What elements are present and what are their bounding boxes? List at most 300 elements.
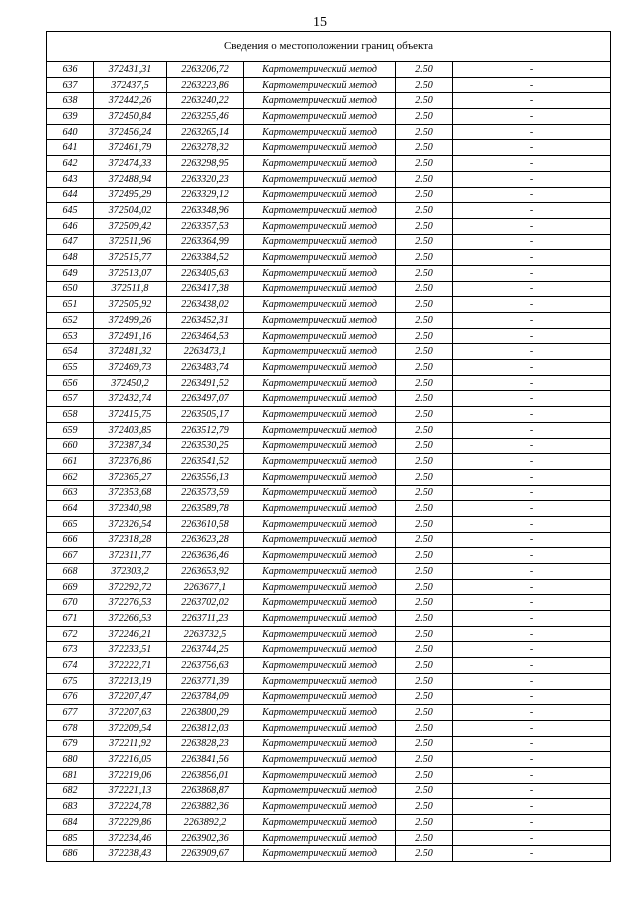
- y-coordinate-cell: 2263438,02: [167, 297, 244, 313]
- method-cell: Картометрический метод: [244, 360, 396, 376]
- y-coordinate-cell: 2263677,1: [167, 579, 244, 595]
- accuracy-cell: 2.50: [396, 673, 453, 689]
- method-cell: Картометрический метод: [244, 595, 396, 611]
- x-coordinate-cell: 372437,5: [94, 77, 167, 93]
- table-row: [47, 375, 611, 391]
- y-coordinate-cell: 2263464,53: [167, 328, 244, 344]
- description-cell: -: [453, 454, 611, 470]
- method-cell: Картометрический метод: [244, 203, 396, 219]
- table-row: [47, 109, 611, 125]
- x-coordinate-cell: 372456,24: [94, 124, 167, 140]
- method-cell: Картометрический метод: [244, 830, 396, 846]
- point-number-cell: 658: [47, 407, 94, 423]
- accuracy-cell: 2.50: [396, 218, 453, 234]
- point-number-cell: 648: [47, 250, 94, 266]
- description-cell: -: [453, 156, 611, 172]
- x-coordinate-cell: 372303,2: [94, 564, 167, 580]
- point-number-cell: 649: [47, 265, 94, 281]
- table-row: [47, 124, 611, 140]
- description-cell: -: [453, 501, 611, 517]
- x-coordinate-cell: 372326,54: [94, 516, 167, 532]
- y-coordinate-cell: 2263278,32: [167, 140, 244, 156]
- y-coordinate-cell: 2263784,09: [167, 689, 244, 705]
- description-cell: -: [453, 815, 611, 831]
- x-coordinate-cell: 372469,73: [94, 360, 167, 376]
- description-cell: -: [453, 658, 611, 674]
- x-coordinate-cell: 372450,84: [94, 109, 167, 125]
- method-cell: Картометрический метод: [244, 579, 396, 595]
- accuracy-cell: 2.50: [396, 815, 453, 831]
- table-row: [47, 579, 611, 595]
- accuracy-cell: 2.50: [396, 469, 453, 485]
- accuracy-cell: 2.50: [396, 548, 453, 564]
- table-row: [47, 767, 611, 783]
- point-number-cell: 645: [47, 203, 94, 219]
- y-coordinate-cell: 2263505,17: [167, 407, 244, 423]
- table-row: [47, 203, 611, 219]
- point-number-cell: 659: [47, 422, 94, 438]
- point-number-cell: 638: [47, 93, 94, 109]
- y-coordinate-cell: 2263756,63: [167, 658, 244, 674]
- method-cell: Картометрический метод: [244, 846, 396, 862]
- table-row: [47, 328, 611, 344]
- description-cell: -: [453, 752, 611, 768]
- table-row: [47, 140, 611, 156]
- y-coordinate-cell: 2263653,92: [167, 564, 244, 580]
- table-row: [47, 93, 611, 109]
- accuracy-cell: 2.50: [396, 297, 453, 313]
- description-cell: -: [453, 140, 611, 156]
- description-cell: -: [453, 705, 611, 721]
- y-coordinate-cell: 2263348,96: [167, 203, 244, 219]
- method-cell: Картометрический метод: [244, 454, 396, 470]
- point-number-cell: 646: [47, 218, 94, 234]
- accuracy-cell: 2.50: [396, 328, 453, 344]
- accuracy-cell: 2.50: [396, 187, 453, 203]
- point-number-cell: 673: [47, 642, 94, 658]
- point-number-cell: 663: [47, 485, 94, 501]
- point-number-cell: 664: [47, 501, 94, 517]
- table-row: [47, 626, 611, 642]
- accuracy-cell: 2.50: [396, 438, 453, 454]
- accuracy-cell: 2.50: [396, 830, 453, 846]
- method-cell: Картометрический метод: [244, 344, 396, 360]
- y-coordinate-cell: 2263882,36: [167, 799, 244, 815]
- x-coordinate-cell: 372474,33: [94, 156, 167, 172]
- table-row: [47, 360, 611, 376]
- table-row: [47, 595, 611, 611]
- x-coordinate-cell: 372495,29: [94, 187, 167, 203]
- x-coordinate-cell: 372504,02: [94, 203, 167, 219]
- table-row: [47, 532, 611, 548]
- y-coordinate-cell: 2263240,22: [167, 93, 244, 109]
- method-cell: Картометрический метод: [244, 767, 396, 783]
- description-cell: -: [453, 250, 611, 266]
- x-coordinate-cell: 372499,26: [94, 313, 167, 329]
- point-number-cell: 637: [47, 77, 94, 93]
- point-number-cell: 654: [47, 344, 94, 360]
- table-row: [47, 830, 611, 846]
- point-number-cell: 650: [47, 281, 94, 297]
- point-number-cell: 641: [47, 140, 94, 156]
- accuracy-cell: 2.50: [396, 407, 453, 423]
- description-cell: -: [453, 516, 611, 532]
- accuracy-cell: 2.50: [396, 156, 453, 172]
- table-row: [47, 642, 611, 658]
- boundary-coordinates-table: [46, 31, 611, 862]
- y-coordinate-cell: 2263298,95: [167, 156, 244, 172]
- point-number-cell: 674: [47, 658, 94, 674]
- accuracy-cell: 2.50: [396, 658, 453, 674]
- point-number-cell: 662: [47, 469, 94, 485]
- accuracy-cell: 2.50: [396, 642, 453, 658]
- point-number-cell: 660: [47, 438, 94, 454]
- x-coordinate-cell: 372432,74: [94, 391, 167, 407]
- accuracy-cell: 2.50: [396, 767, 453, 783]
- description-cell: -: [453, 595, 611, 611]
- x-coordinate-cell: 372213,19: [94, 673, 167, 689]
- accuracy-cell: 2.50: [396, 720, 453, 736]
- y-coordinate-cell: 2263530,25: [167, 438, 244, 454]
- table-row: [47, 77, 611, 93]
- description-cell: -: [453, 846, 611, 862]
- x-coordinate-cell: 372207,63: [94, 705, 167, 721]
- y-coordinate-cell: 2263856,01: [167, 767, 244, 783]
- point-number-cell: 642: [47, 156, 94, 172]
- method-cell: Картометрический метод: [244, 407, 396, 423]
- x-coordinate-cell: 372207,47: [94, 689, 167, 705]
- description-cell: -: [453, 799, 611, 815]
- description-cell: -: [453, 564, 611, 580]
- x-coordinate-cell: 372211,92: [94, 736, 167, 752]
- table-row: [47, 689, 611, 705]
- method-cell: Картометрический метод: [244, 783, 396, 799]
- table-row: [47, 218, 611, 234]
- table-row: [47, 673, 611, 689]
- accuracy-cell: 2.50: [396, 595, 453, 611]
- point-number-cell: 680: [47, 752, 94, 768]
- x-coordinate-cell: 372318,28: [94, 532, 167, 548]
- method-cell: Картометрический метод: [244, 548, 396, 564]
- x-coordinate-cell: 372353,68: [94, 485, 167, 501]
- y-coordinate-cell: 2263623,28: [167, 532, 244, 548]
- description-cell: -: [453, 767, 611, 783]
- table-row: [47, 250, 611, 266]
- description-cell: -: [453, 830, 611, 846]
- description-cell: -: [453, 234, 611, 250]
- point-number-cell: 675: [47, 673, 94, 689]
- table-title: Сведения о местоположении границ объекта: [47, 32, 611, 62]
- accuracy-cell: 2.50: [396, 454, 453, 470]
- point-number-cell: 652: [47, 313, 94, 329]
- y-coordinate-cell: 2263452,31: [167, 313, 244, 329]
- accuracy-cell: 2.50: [396, 799, 453, 815]
- method-cell: Картометрический метод: [244, 156, 396, 172]
- method-cell: Картометрический метод: [244, 187, 396, 203]
- method-cell: Картометрический метод: [244, 77, 396, 93]
- accuracy-cell: 2.50: [396, 705, 453, 721]
- y-coordinate-cell: 2263909,67: [167, 846, 244, 862]
- y-coordinate-cell: 2263771,39: [167, 673, 244, 689]
- description-cell: -: [453, 297, 611, 313]
- method-cell: Картометрический метод: [244, 438, 396, 454]
- table-row: [47, 469, 611, 485]
- y-coordinate-cell: 2263828,23: [167, 736, 244, 752]
- method-cell: Картометрический метод: [244, 218, 396, 234]
- x-coordinate-cell: 372415,75: [94, 407, 167, 423]
- table-row: [47, 846, 611, 862]
- method-cell: Картометрический метод: [244, 250, 396, 266]
- method-cell: Картометрический метод: [244, 799, 396, 815]
- y-coordinate-cell: 2263800,29: [167, 705, 244, 721]
- method-cell: Картометрический метод: [244, 752, 396, 768]
- point-number-cell: 640: [47, 124, 94, 140]
- accuracy-cell: 2.50: [396, 77, 453, 93]
- method-cell: Картометрический метод: [244, 501, 396, 517]
- table-row: [47, 344, 611, 360]
- x-coordinate-cell: 372431,31: [94, 62, 167, 78]
- accuracy-cell: 2.50: [396, 62, 453, 78]
- method-cell: Картометрический метод: [244, 422, 396, 438]
- point-number-cell: 671: [47, 611, 94, 627]
- accuracy-cell: 2.50: [396, 579, 453, 595]
- description-cell: -: [453, 328, 611, 344]
- accuracy-cell: 2.50: [396, 203, 453, 219]
- description-cell: -: [453, 422, 611, 438]
- y-coordinate-cell: 2263329,12: [167, 187, 244, 203]
- method-cell: Картометрический метод: [244, 642, 396, 658]
- description-cell: -: [453, 720, 611, 736]
- accuracy-cell: 2.50: [396, 846, 453, 862]
- x-coordinate-cell: 372292,72: [94, 579, 167, 595]
- point-number-cell: 657: [47, 391, 94, 407]
- method-cell: Картометрический метод: [244, 736, 396, 752]
- table-title-row: [47, 32, 611, 62]
- x-coordinate-cell: 372276,53: [94, 595, 167, 611]
- method-cell: Картометрический метод: [244, 234, 396, 250]
- method-cell: Картометрический метод: [244, 140, 396, 156]
- description-cell: -: [453, 407, 611, 423]
- method-cell: Картометрический метод: [244, 124, 396, 140]
- x-coordinate-cell: 372365,27: [94, 469, 167, 485]
- point-number-cell: 685: [47, 830, 94, 846]
- point-number-cell: 666: [47, 532, 94, 548]
- accuracy-cell: 2.50: [396, 250, 453, 266]
- table-row: [47, 736, 611, 752]
- table-row: [47, 391, 611, 407]
- table-row: [47, 407, 611, 423]
- description-cell: -: [453, 532, 611, 548]
- point-number-cell: 679: [47, 736, 94, 752]
- table-row: [47, 705, 611, 721]
- description-cell: -: [453, 62, 611, 78]
- x-coordinate-cell: 372266,53: [94, 611, 167, 627]
- description-cell: -: [453, 124, 611, 140]
- y-coordinate-cell: 2263892,2: [167, 815, 244, 831]
- x-coordinate-cell: 372505,92: [94, 297, 167, 313]
- x-coordinate-cell: 372376,86: [94, 454, 167, 470]
- method-cell: Картометрический метод: [244, 375, 396, 391]
- description-cell: -: [453, 736, 611, 752]
- point-number-cell: 644: [47, 187, 94, 203]
- method-cell: Картометрический метод: [244, 564, 396, 580]
- point-number-cell: 667: [47, 548, 94, 564]
- description-cell: -: [453, 375, 611, 391]
- x-coordinate-cell: 372515,77: [94, 250, 167, 266]
- y-coordinate-cell: 2263417,38: [167, 281, 244, 297]
- description-cell: -: [453, 360, 611, 376]
- y-coordinate-cell: 2263573,59: [167, 485, 244, 501]
- y-coordinate-cell: 2263812,03: [167, 720, 244, 736]
- accuracy-cell: 2.50: [396, 124, 453, 140]
- point-number-cell: 643: [47, 171, 94, 187]
- table-row: [47, 156, 611, 172]
- description-cell: -: [453, 171, 611, 187]
- table-row: [47, 516, 611, 532]
- method-cell: Картометрический метод: [244, 720, 396, 736]
- point-number-cell: 668: [47, 564, 94, 580]
- y-coordinate-cell: 2263405,63: [167, 265, 244, 281]
- y-coordinate-cell: 2263473,1: [167, 344, 244, 360]
- accuracy-cell: 2.50: [396, 564, 453, 580]
- description-cell: -: [453, 203, 611, 219]
- accuracy-cell: 2.50: [396, 360, 453, 376]
- point-number-cell: 665: [47, 516, 94, 532]
- description-cell: -: [453, 77, 611, 93]
- y-coordinate-cell: 2263902,36: [167, 830, 244, 846]
- x-coordinate-cell: 372219,06: [94, 767, 167, 783]
- x-coordinate-cell: 372222,71: [94, 658, 167, 674]
- point-number-cell: 677: [47, 705, 94, 721]
- method-cell: Картометрический метод: [244, 281, 396, 297]
- method-cell: Картометрический метод: [244, 297, 396, 313]
- method-cell: Картометрический метод: [244, 815, 396, 831]
- accuracy-cell: 2.50: [396, 375, 453, 391]
- x-coordinate-cell: 372224,78: [94, 799, 167, 815]
- x-coordinate-cell: 372234,46: [94, 830, 167, 846]
- description-cell: -: [453, 313, 611, 329]
- table-row: [47, 234, 611, 250]
- accuracy-cell: 2.50: [396, 265, 453, 281]
- x-coordinate-cell: 372491,16: [94, 328, 167, 344]
- point-number-cell: 656: [47, 375, 94, 391]
- y-coordinate-cell: 2263255,46: [167, 109, 244, 125]
- description-cell: -: [453, 265, 611, 281]
- method-cell: Картометрический метод: [244, 93, 396, 109]
- table-row: [47, 62, 611, 78]
- y-coordinate-cell: 2263320,23: [167, 171, 244, 187]
- table-row: [47, 422, 611, 438]
- description-cell: -: [453, 218, 611, 234]
- accuracy-cell: 2.50: [396, 736, 453, 752]
- accuracy-cell: 2.50: [396, 501, 453, 517]
- method-cell: Картометрический метод: [244, 611, 396, 627]
- x-coordinate-cell: 372387,34: [94, 438, 167, 454]
- description-cell: -: [453, 611, 611, 627]
- x-coordinate-cell: 372238,43: [94, 846, 167, 862]
- method-cell: Картометрический метод: [244, 689, 396, 705]
- accuracy-cell: 2.50: [396, 626, 453, 642]
- method-cell: Картометрический метод: [244, 62, 396, 78]
- x-coordinate-cell: 372229,86: [94, 815, 167, 831]
- method-cell: Картометрический метод: [244, 171, 396, 187]
- table-row: [47, 281, 611, 297]
- point-number-cell: 636: [47, 62, 94, 78]
- table-row: [47, 548, 611, 564]
- table-row: [47, 171, 611, 187]
- method-cell: Картометрический метод: [244, 532, 396, 548]
- y-coordinate-cell: 2263711,23: [167, 611, 244, 627]
- accuracy-cell: 2.50: [396, 516, 453, 532]
- y-coordinate-cell: 2263512,79: [167, 422, 244, 438]
- description-cell: -: [453, 187, 611, 203]
- point-number-cell: 682: [47, 783, 94, 799]
- description-cell: -: [453, 783, 611, 799]
- method-cell: Картометрический метод: [244, 658, 396, 674]
- point-number-cell: 661: [47, 454, 94, 470]
- description-cell: -: [453, 485, 611, 501]
- point-number-cell: 647: [47, 234, 94, 250]
- y-coordinate-cell: 2263491,52: [167, 375, 244, 391]
- accuracy-cell: 2.50: [396, 391, 453, 407]
- accuracy-cell: 2.50: [396, 752, 453, 768]
- accuracy-cell: 2.50: [396, 313, 453, 329]
- y-coordinate-cell: 2263384,52: [167, 250, 244, 266]
- y-coordinate-cell: 2263868,87: [167, 783, 244, 799]
- description-cell: -: [453, 642, 611, 658]
- point-number-cell: 655: [47, 360, 94, 376]
- x-coordinate-cell: 372221,13: [94, 783, 167, 799]
- accuracy-cell: 2.50: [396, 783, 453, 799]
- table-row: [47, 501, 611, 517]
- method-cell: Картометрический метод: [244, 391, 396, 407]
- method-cell: Картометрический метод: [244, 328, 396, 344]
- method-cell: Картометрический метод: [244, 313, 396, 329]
- accuracy-cell: 2.50: [396, 689, 453, 705]
- description-cell: -: [453, 281, 611, 297]
- table-row: [47, 752, 611, 768]
- accuracy-cell: 2.50: [396, 234, 453, 250]
- method-cell: Картометрический метод: [244, 705, 396, 721]
- x-coordinate-cell: 372481,32: [94, 344, 167, 360]
- point-number-cell: 651: [47, 297, 94, 313]
- x-coordinate-cell: 372311,77: [94, 548, 167, 564]
- table-row: [47, 454, 611, 470]
- accuracy-cell: 2.50: [396, 93, 453, 109]
- point-number-cell: 686: [47, 846, 94, 862]
- y-coordinate-cell: 2263206,72: [167, 62, 244, 78]
- description-cell: -: [453, 673, 611, 689]
- table-row: [47, 485, 611, 501]
- y-coordinate-cell: 2263223,86: [167, 77, 244, 93]
- x-coordinate-cell: 372511,8: [94, 281, 167, 297]
- point-number-cell: 669: [47, 579, 94, 595]
- table-row: [47, 187, 611, 203]
- description-cell: -: [453, 689, 611, 705]
- x-coordinate-cell: 372209,54: [94, 720, 167, 736]
- point-number-cell: 639: [47, 109, 94, 125]
- description-cell: -: [453, 579, 611, 595]
- accuracy-cell: 2.50: [396, 171, 453, 187]
- table-row: [47, 265, 611, 281]
- y-coordinate-cell: 2263589,78: [167, 501, 244, 517]
- table-row: [47, 297, 611, 313]
- accuracy-cell: 2.50: [396, 281, 453, 297]
- y-coordinate-cell: 2263541,52: [167, 454, 244, 470]
- y-coordinate-cell: 2263497,07: [167, 391, 244, 407]
- table-row: [47, 658, 611, 674]
- accuracy-cell: 2.50: [396, 140, 453, 156]
